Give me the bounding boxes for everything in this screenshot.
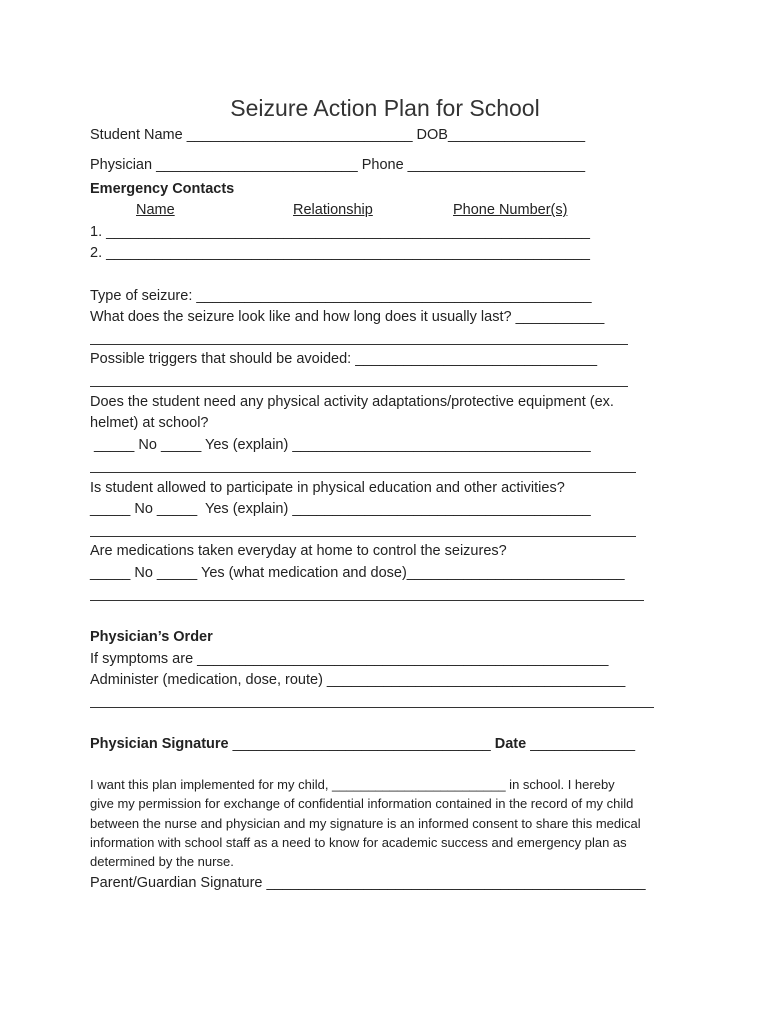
administer-line: Administer (medication, dose, route) _____________________________________	[90, 672, 626, 688]
column-header-name: Name	[136, 202, 175, 218]
adaptations-answer-line: _____ No _____ Yes (explain) _____________________________________	[90, 437, 591, 453]
consent-line-5: determined by the nurse.	[90, 854, 234, 869]
blank-rule	[90, 600, 644, 601]
blank-rule	[90, 386, 628, 387]
physician-phone-line: Physician _________________________ Phone ______________________	[90, 157, 586, 173]
adaptations-question-line-2: helmet) at school?	[90, 415, 209, 431]
column-header-phone: Phone Number(s)	[453, 202, 568, 218]
triggers-line: Possible triggers that should be avoided: ______________________________	[90, 351, 598, 367]
if-symptoms-line: If symptoms are ___________________________________________________	[90, 651, 609, 667]
blank-rule	[90, 344, 628, 345]
blank-rule	[90, 472, 636, 473]
pe-question-line: Is student allowed to participate in physical education and other activities?	[90, 480, 565, 496]
blank-rule	[90, 536, 636, 537]
emergency-contacts-heading: Emergency Contacts	[90, 181, 235, 197]
adaptations-question-line-1: Does the student need any physical activity adaptations/protective equipment (ex.	[90, 394, 614, 410]
blank-rule	[90, 707, 654, 708]
contact-row-2: 2. ____________________________________________________________	[90, 245, 590, 261]
student-name-dob-line: Student Name ____________________________ DOB_________________	[90, 127, 586, 143]
page-title: Seizure Action Plan for School	[230, 95, 540, 121]
medications-question-line: Are medications taken everyday at home to control the seizures?	[90, 543, 507, 559]
physician-signature-blank: ________________________________	[228, 736, 495, 752]
physician-signature-line	[90, 735, 635, 753]
consent-line-4: information with school staff as a need to know for academic success and emergency plan as	[90, 835, 627, 850]
contact-row-1: 1. ____________________________________________________________	[90, 224, 590, 240]
physicians-order-heading: Physician’s Order	[90, 629, 213, 645]
type-of-seizure-line: Type of seizure: _________________________________________________	[90, 288, 592, 304]
pe-answer-line: _____ No _____ Yes (explain) _____________________________________	[90, 501, 591, 517]
seizure-description-line: What does the seizure look like and how long does it usually last? ___________	[90, 309, 605, 325]
medications-answer-line: _____ No _____ Yes (what medication and dose)___________________________	[90, 565, 625, 581]
physician-signature-label: Physician Signature	[90, 736, 229, 752]
consent-line-3: between the nurse and physician and my signature is an informed consent to share this medical	[90, 816, 641, 831]
date-label: Date	[494, 736, 527, 752]
parent-signature-line: Parent/Guardian Signature _______________________________________________	[90, 875, 646, 891]
date-blank: _____________	[526, 736, 636, 752]
consent-line-1: I want this plan implemented for my child, ________________________ in school. I hereby	[90, 777, 615, 792]
column-header-relationship: Relationship	[293, 202, 373, 218]
consent-line-2: give my permission for exchange of confidential information contained in the record of my child	[90, 796, 634, 811]
